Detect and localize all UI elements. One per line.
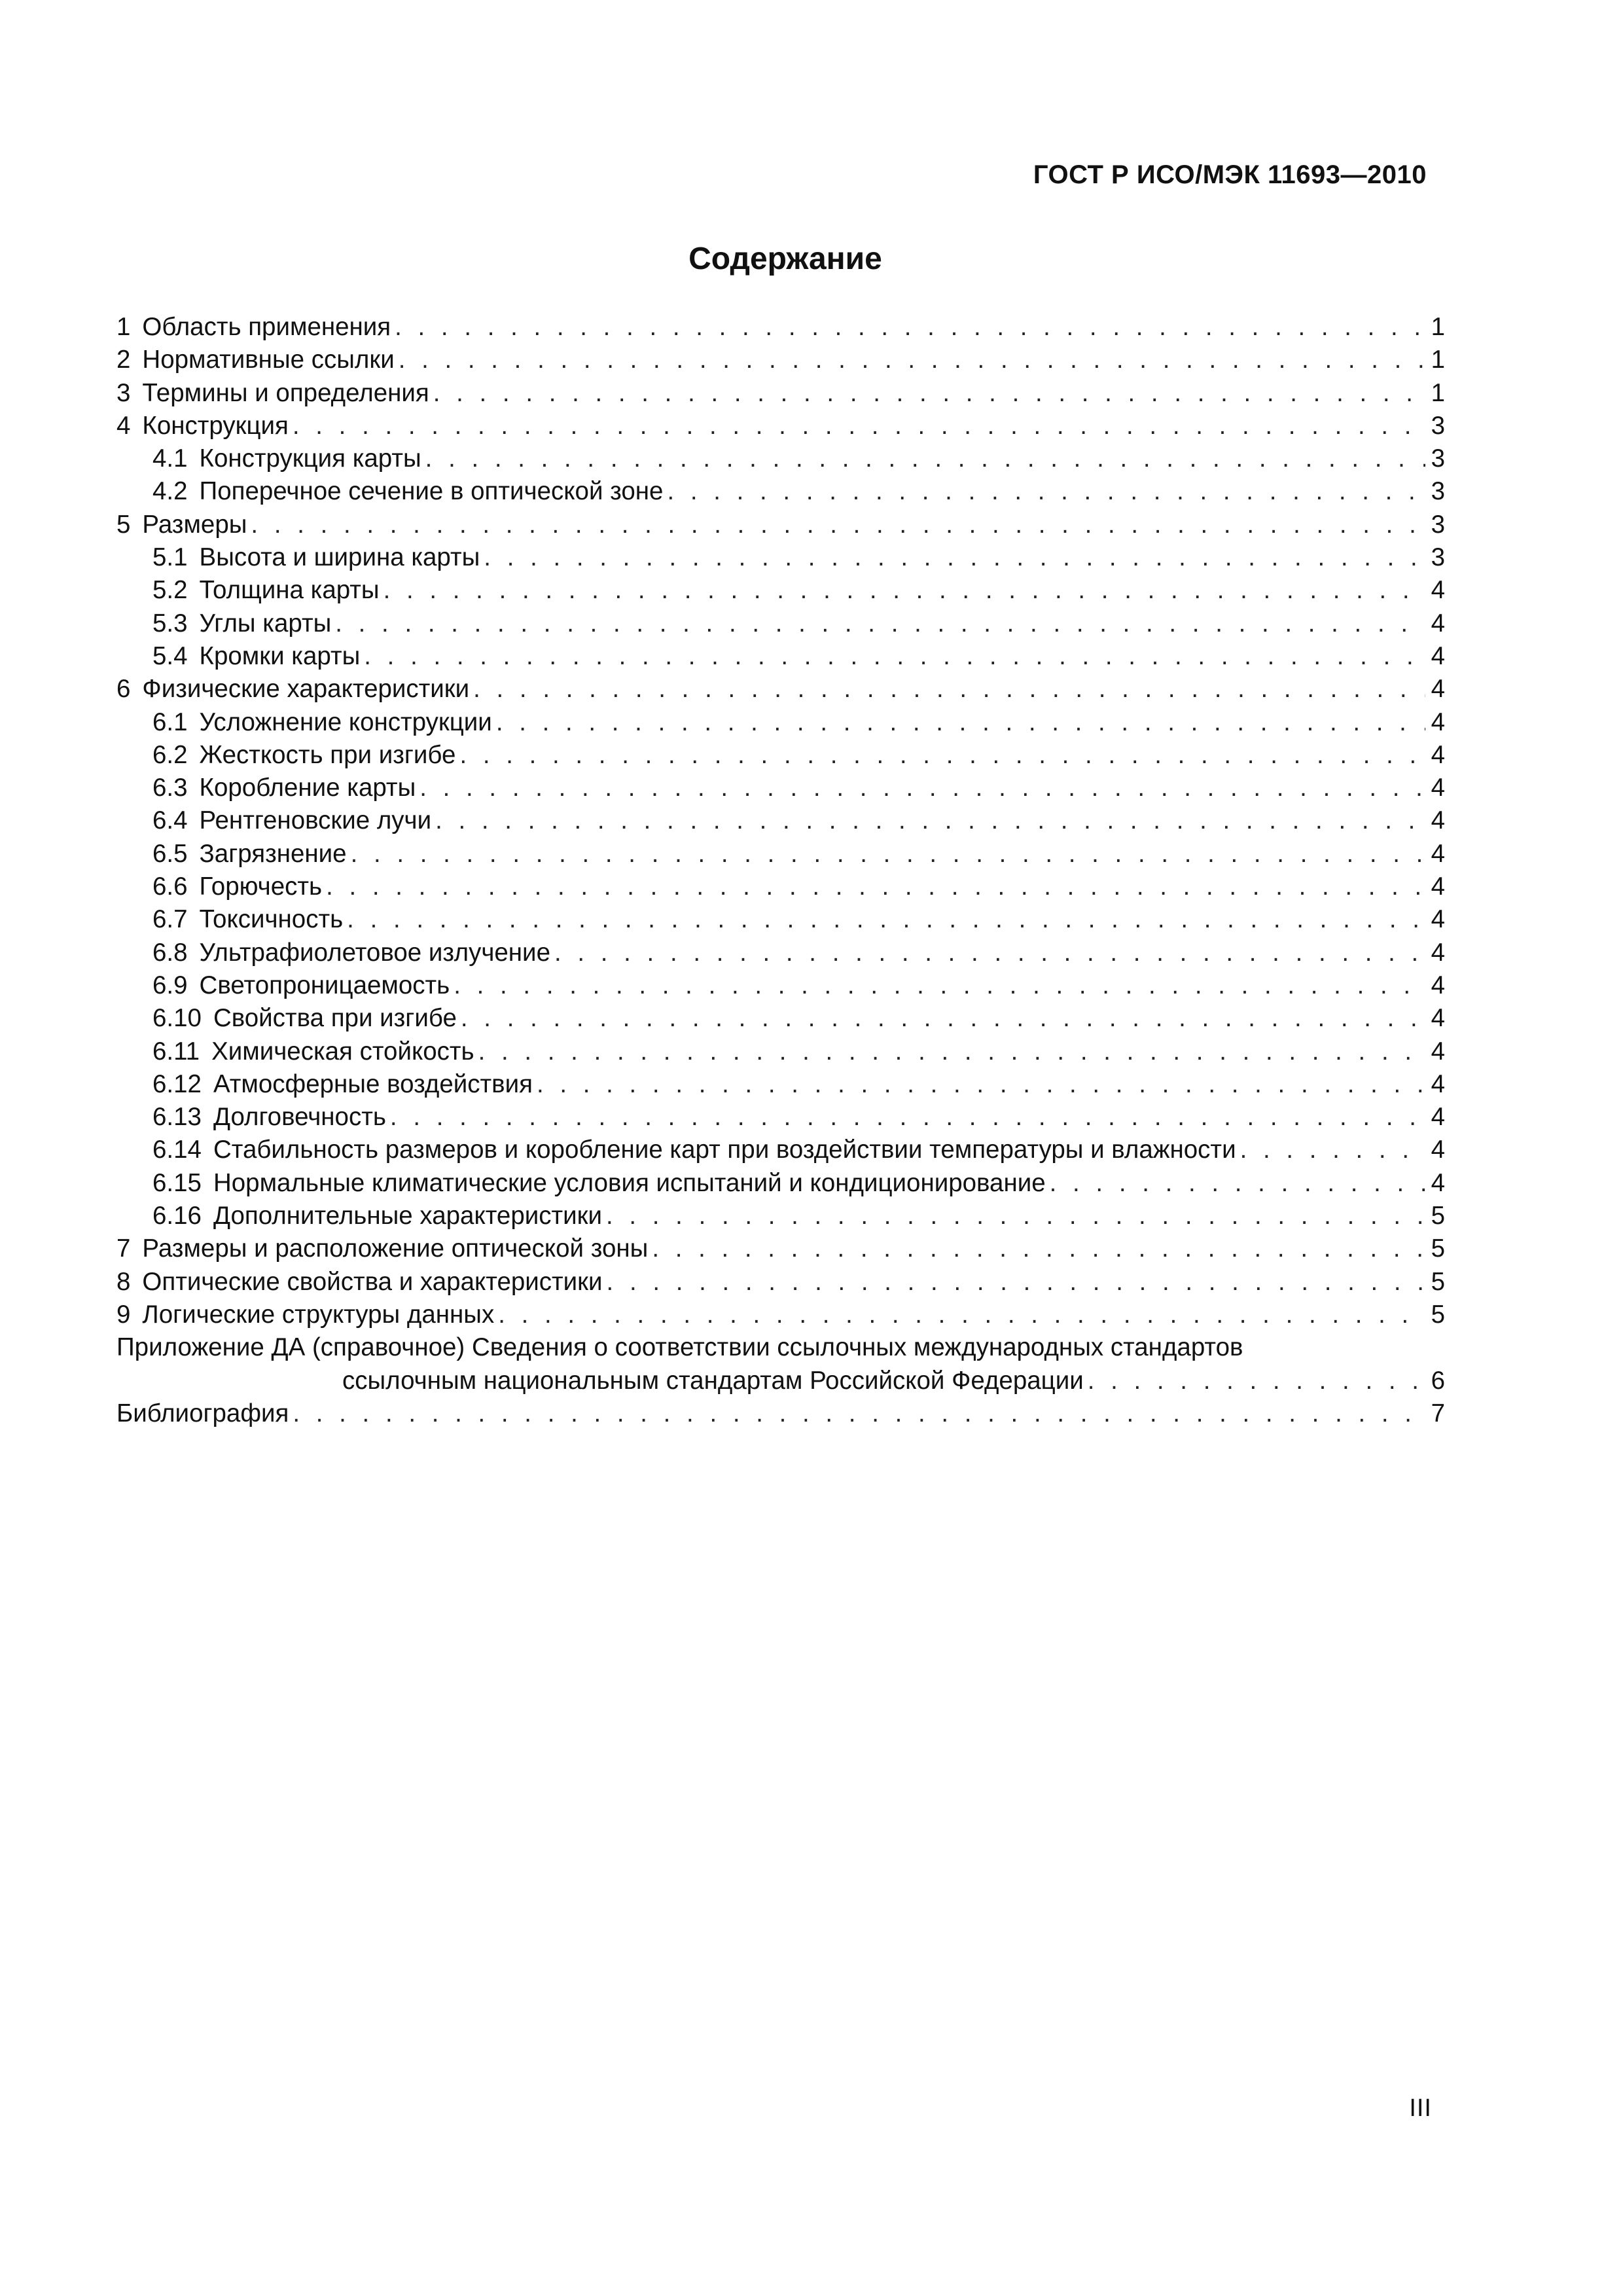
toc-leader-dots	[433, 377, 1425, 410]
toc-entry-text: Физические характеристики	[142, 675, 470, 704]
toc-entry[interactable]	[116, 772, 1445, 804]
toc-entry-number: 4.1	[152, 444, 188, 473]
toc-entry-text: Нормальные климатические условия испытаний и кондиционирование	[213, 1168, 1046, 1197]
toc-entry-text: Логические структуры данных	[142, 1300, 495, 1329]
toc-entry-page: 4	[1431, 740, 1445, 769]
toc-entry-text: Атмосферные воздействия	[213, 1069, 533, 1098]
toc-leader-dots	[425, 442, 1425, 475]
toc-entry-text: Ультрафиолетовое излучение	[199, 938, 550, 967]
toc-entry-page: 4	[1431, 774, 1445, 802]
toc-entry[interactable]	[116, 1232, 1445, 1265]
toc-entry-number: 6.10	[152, 1004, 202, 1033]
toc-entry-text: Термины и определения	[142, 378, 429, 407]
toc-entry-page: 4	[1431, 708, 1445, 736]
toc-entry[interactable]	[116, 1200, 1445, 1232]
toc-leader-dots	[347, 903, 1425, 936]
toc-leader-dots	[607, 1266, 1425, 1299]
toc-entry-page: 3	[1431, 543, 1445, 572]
toc-entry-appendix[interactable]	[116, 1331, 1445, 1364]
toc-entry[interactable]	[116, 838, 1445, 870]
toc-entry[interactable]	[116, 509, 1445, 541]
toc-leader-dots	[395, 311, 1425, 344]
toc-entry-page: 4	[1431, 806, 1445, 835]
toc-entry-page: 4	[1431, 609, 1445, 637]
toc-leader-dots	[496, 706, 1425, 739]
toc-entry[interactable]	[116, 377, 1445, 410]
toc-entry[interactable]	[116, 475, 1445, 508]
toc-entry-number: 6.7	[152, 905, 188, 934]
toc-entry-number: 5.3	[152, 609, 188, 637]
toc-leader-dots	[484, 541, 1425, 574]
toc-entry-bibliography[interactable]	[116, 1397, 1445, 1430]
toc-entry[interactable]	[116, 870, 1445, 903]
toc-entry-page: 4	[1431, 1136, 1445, 1164]
toc-entry[interactable]	[116, 311, 1445, 344]
toc-leader-dots	[454, 969, 1425, 1002]
toc-entry-page: 7	[1431, 1399, 1445, 1427]
toc-title: Содержание	[688, 242, 882, 276]
toc-entry-page: 3	[1431, 444, 1445, 473]
toc-entry-page: 4	[1431, 1069, 1445, 1098]
toc-leader-dots	[1240, 1134, 1425, 1166]
toc-entry-page: 4	[1431, 1037, 1445, 1066]
toc-entry[interactable]	[116, 1035, 1445, 1068]
toc-entry[interactable]	[116, 1266, 1445, 1299]
toc-entry-number: 8	[116, 1267, 131, 1296]
toc-entry-text: Горючесть	[199, 872, 323, 901]
toc-entry[interactable]	[116, 937, 1445, 969]
toc-entry-number: 6.12	[152, 1069, 202, 1098]
toc-leader-dots	[498, 1299, 1425, 1331]
toc-entry-text: Кромки карты	[199, 641, 361, 670]
toc-entry-text: Рентгеновские лучи	[199, 806, 432, 835]
toc-entry-page: 4	[1431, 971, 1445, 999]
toc-entry-page: 1	[1431, 313, 1445, 341]
toc-entry-page: 1	[1431, 378, 1445, 407]
toc-entry[interactable]	[116, 574, 1445, 607]
toc-entry-text: Нормативные ссылки	[142, 346, 395, 374]
toc-entry-page: 5	[1431, 1267, 1445, 1296]
toc-entry-appendix-continuation[interactable]	[116, 1365, 1445, 1397]
toc-entry-text: Светопроницаемость	[199, 971, 450, 999]
toc-entry-number: 6.5	[152, 839, 188, 868]
toc-entry[interactable]	[116, 344, 1445, 376]
toc-entry-text: ссылочным национальным стандартам Российской Федерации	[342, 1366, 1084, 1395]
toc-entry-number: 6.16	[152, 1202, 202, 1230]
toc-leader-dots	[293, 1397, 1425, 1430]
toc-entry[interactable]	[116, 1068, 1445, 1101]
toc-leader-dots	[1088, 1365, 1425, 1397]
toc-leader-dots	[1050, 1167, 1425, 1200]
toc-entry[interactable]	[116, 673, 1445, 706]
toc-entry[interactable]	[116, 706, 1445, 739]
toc-entry[interactable]	[116, 804, 1445, 837]
toc-entry-number: 6.8	[152, 938, 188, 967]
toc-leader-dots	[251, 509, 1425, 541]
toc-entry-page: 4	[1431, 872, 1445, 901]
toc-entry-number: 6	[116, 675, 131, 704]
toc-entry-text: Размеры	[142, 510, 247, 539]
toc-entry-number: 6.11	[152, 1037, 200, 1066]
toc-leader-dots	[399, 344, 1425, 376]
toc-entry-page: 4	[1431, 938, 1445, 967]
toc-entry[interactable]	[116, 1101, 1445, 1134]
toc-leader-dots	[652, 1232, 1425, 1265]
toc-leader-dots	[537, 1068, 1425, 1101]
document-code: ГОСТ Р ИСО/МЭК 11693—2010	[1033, 160, 1427, 189]
toc-entry-text: Приложение ДА (справочное) Сведения о соответствии ссылочных международных стандартов	[116, 1333, 1243, 1362]
toc-entry[interactable]	[116, 640, 1445, 673]
toc-entry-page: 5	[1431, 1234, 1445, 1263]
toc-leader-dots	[667, 475, 1425, 508]
toc-entry-number: 1	[116, 313, 131, 341]
toc-entry-text: Область применения	[142, 313, 391, 341]
toc-entry[interactable]	[116, 1167, 1445, 1200]
toc-entry-number: 6.1	[152, 708, 188, 736]
toc-entry[interactable]	[116, 607, 1445, 640]
toc-entry-number: 6.13	[152, 1103, 202, 1132]
toc-entry-text: Дополнительные характеристики	[213, 1202, 602, 1230]
toc-entry-text: Свойства при изгибе	[213, 1004, 457, 1033]
toc-entry-page: 3	[1431, 510, 1445, 539]
toc-leader-dots	[554, 937, 1425, 969]
page-number: III	[1409, 2094, 1432, 2122]
toc-entry-text: Конструкция	[142, 411, 289, 440]
toc-entry-number: 5	[116, 510, 131, 539]
toc-entry-text: Коробление карты	[199, 774, 416, 802]
toc-entry-number: 6.14	[152, 1136, 202, 1164]
toc-entry[interactable]	[116, 442, 1445, 475]
toc-entry-text: Конструкция карты	[199, 444, 421, 473]
toc-entry-page: 4	[1431, 1004, 1445, 1033]
toc-entry-text: Усложнение конструкции	[199, 708, 492, 736]
toc-leader-dots	[293, 410, 1425, 442]
toc-entry-text: Библиография	[116, 1399, 289, 1427]
toc-leader-dots	[478, 1035, 1425, 1068]
toc-entry[interactable]	[116, 1299, 1445, 1331]
toc-entry-page: 3	[1431, 411, 1445, 440]
toc-entry-text: Оптические свойства и характеристики	[142, 1267, 603, 1296]
toc-entry-number: 6.2	[152, 740, 188, 769]
toc-entry[interactable]	[116, 541, 1445, 574]
toc-entry-text: Химическая стойкость	[211, 1037, 474, 1066]
toc-leader-dots	[383, 574, 1425, 607]
toc-entry-text: Жесткость при изгибе	[199, 740, 456, 769]
toc-entry[interactable]	[116, 1134, 1445, 1166]
toc-leader-dots	[364, 640, 1425, 673]
toc-entry-text: Высота и ширина карты	[199, 543, 480, 572]
toc-entry-number: 3	[116, 378, 131, 407]
toc-entry-number: 5.2	[152, 576, 188, 605]
toc-entry-page: 4	[1431, 905, 1445, 934]
toc-leader-dots	[459, 739, 1425, 772]
toc-entry-text: Токсичность	[199, 905, 344, 934]
toc-leader-dots	[461, 1002, 1425, 1035]
toc-entry-text: Загрязнение	[199, 839, 347, 868]
toc-entry-number: 4	[116, 411, 131, 440]
toc-entry-page: 4	[1431, 839, 1445, 868]
toc-entry[interactable]	[116, 969, 1445, 1002]
toc-leader-dots	[435, 804, 1425, 837]
toc-entry-number: 9	[116, 1300, 131, 1329]
toc-leader-dots	[473, 673, 1425, 706]
toc-entry-text: Размеры и расположение оптической зоны	[142, 1234, 649, 1263]
toc-entry-text: Поперечное сечение в оптической зоне	[199, 477, 664, 506]
toc-entry-text: Долговечность	[213, 1103, 386, 1132]
toc-entry-number: 7	[116, 1234, 131, 1263]
toc-entry-page: 4	[1431, 1168, 1445, 1197]
table-of-contents	[116, 311, 1445, 1430]
toc-entry-page: 3	[1431, 477, 1445, 506]
toc-entry-page: 4	[1431, 1103, 1445, 1132]
toc-entry-number: 6.3	[152, 774, 188, 802]
toc-entry[interactable]	[116, 739, 1445, 772]
toc-entry-number: 6.6	[152, 872, 188, 901]
toc-entry-page: 4	[1431, 641, 1445, 670]
toc-leader-dots	[326, 870, 1425, 903]
toc-leader-dots	[419, 772, 1425, 804]
toc-leader-dots	[390, 1101, 1425, 1134]
toc-entry-page: 6	[1431, 1366, 1445, 1395]
toc-entry-text: Углы карты	[199, 609, 332, 637]
toc-entry[interactable]	[116, 1002, 1445, 1035]
toc-leader-dots	[351, 838, 1425, 870]
toc-entry-page: 5	[1431, 1300, 1445, 1329]
toc-entry-text: Стабильность размеров и коробление карт при воздействии температуры и влажности	[213, 1136, 1236, 1164]
toc-entry-number: 6.15	[152, 1168, 202, 1197]
toc-entry-number: 4.2	[152, 477, 188, 506]
toc-entry-number: 5.4	[152, 641, 188, 670]
toc-entry-page: 5	[1431, 1202, 1445, 1230]
toc-entry-number: 5.1	[152, 543, 188, 572]
toc-entry-number: 6.4	[152, 806, 188, 835]
toc-entry-number: 6.9	[152, 971, 188, 999]
toc-entry-number: 2	[116, 346, 131, 374]
toc-entry-page: 4	[1431, 675, 1445, 704]
toc-entry-page: 4	[1431, 576, 1445, 605]
toc-entry[interactable]	[116, 903, 1445, 936]
toc-entry-page: 1	[1431, 346, 1445, 374]
toc-entry-text: Толщина карты	[199, 576, 380, 605]
toc-entry[interactable]	[116, 410, 1445, 442]
toc-leader-dots	[606, 1200, 1425, 1232]
toc-leader-dots	[335, 607, 1425, 640]
